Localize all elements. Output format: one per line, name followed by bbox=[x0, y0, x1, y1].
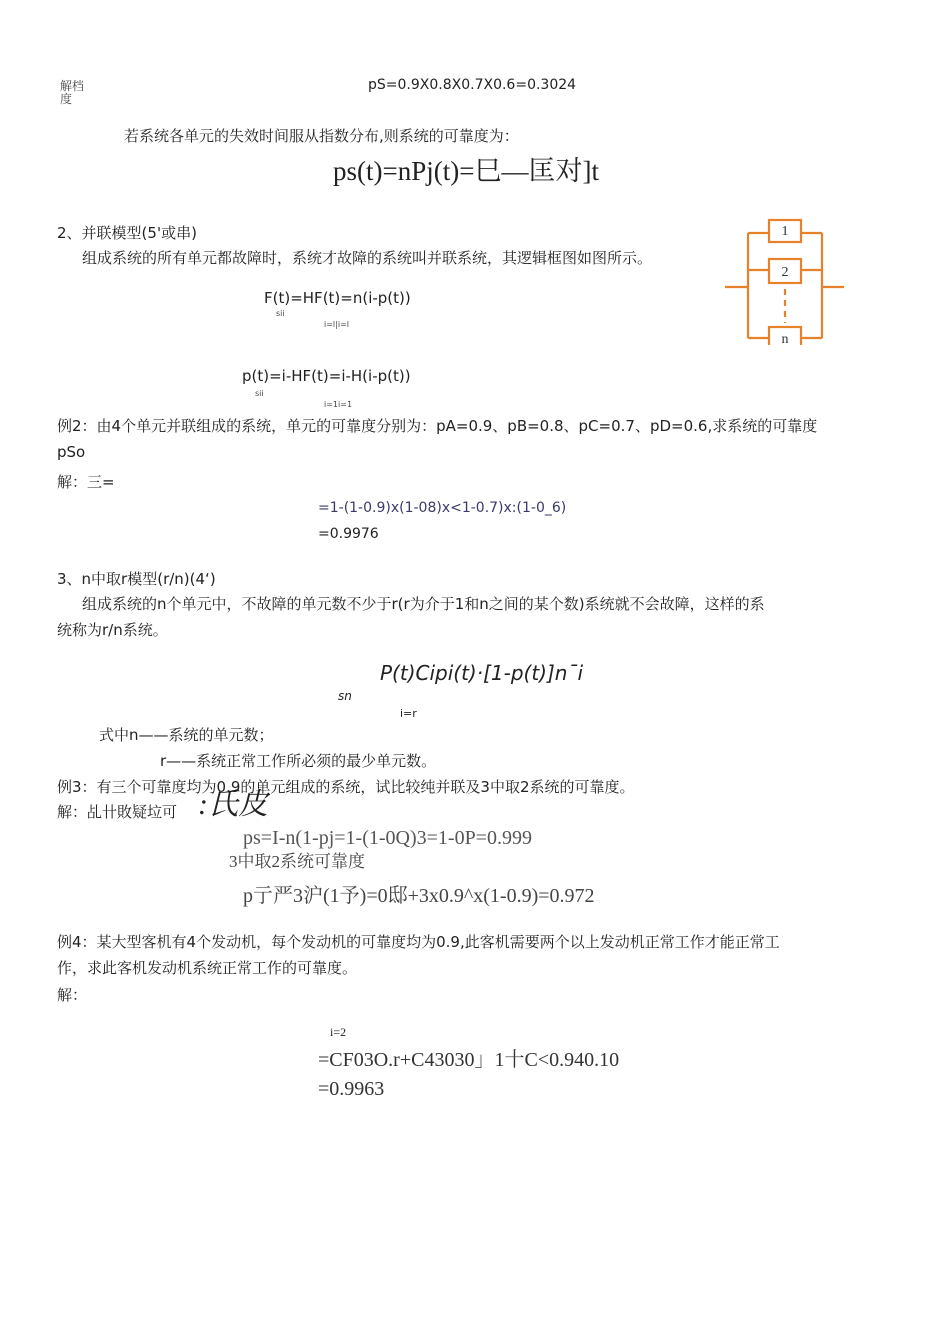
formula-F: F(t)=HF(t)=n(i-p(t)) bbox=[264, 289, 411, 307]
diagram-label-n: n bbox=[781, 332, 789, 345]
calc4-sub: i=2 bbox=[330, 1025, 347, 1039]
example2-line1: 例2：由4个单元并联组成的系统，单元的可靠度分别为：pA=0.9、pB=0.8、pC=0.7、pD=0.6,求系统的可靠度 bbox=[57, 417, 818, 435]
formula-p: p(t)=i-HF(t)=i-H(i-p(t)) bbox=[242, 367, 411, 385]
calc4-line2: =0.9963 bbox=[318, 1078, 385, 1100]
solution3-label: 解：乩卄敗疑垃可 bbox=[57, 803, 178, 821]
calc3-label: 3中取2系统可靠度 bbox=[229, 852, 365, 871]
rn-formula-sub2: i=r bbox=[400, 707, 417, 720]
calc3-line1: ps=I-n(1-pj=1-(1-0Q)3=1-0P=0.999 bbox=[243, 827, 532, 849]
calc4-line1: =CF03O.r+C43030」1十C<0.940.10 bbox=[318, 1049, 620, 1071]
solution2-label: 解：三= bbox=[57, 473, 115, 491]
diagram-label-1: 1 bbox=[781, 224, 789, 239]
solution4-label: 解： bbox=[57, 986, 88, 1004]
corner-line1: 解档 bbox=[60, 79, 85, 93]
section-heading-parallel: 2、并联模型(5'或串) bbox=[57, 224, 197, 242]
diagram-label-2: 2 bbox=[781, 265, 789, 280]
parallel-block-diagram bbox=[722, 215, 848, 345]
parallel-description: 组成系统的所有单元都故障时，系统才故障的系统叫并联系统，其逻辑框图如图所示。 bbox=[82, 249, 653, 267]
formula-p-sub2: i=1i=1 bbox=[324, 400, 353, 409]
rn-description2: 统称为r/n系统。 bbox=[57, 621, 168, 639]
example4-line1: 例4：某大型客机有4个发动机，每个发动机的可靠度均为0.9,此客机需要两个以上发动机正常工作才能正常工 bbox=[57, 933, 780, 951]
rn-formula-sub1: sn bbox=[338, 689, 352, 703]
section-heading-rn: 3、n中取r模型(r/n)(4‘) bbox=[57, 570, 216, 588]
formula-p-sub1: sii bbox=[255, 389, 264, 398]
solution3-handwriting: :氏皮 bbox=[198, 788, 268, 821]
where-n: 式中n——系统的单元数； bbox=[99, 726, 274, 744]
ps-series-line: pS=0.9X0.8X0.7X0.6=0.3024 bbox=[368, 77, 577, 93]
rn-formula: P(t)Cipi(t)·[1-p(t)]n¯i bbox=[380, 661, 584, 685]
calc2-line1: =1-(1-0.9)x(1-08)x<1-0.7)x:(1-0_6) bbox=[318, 500, 567, 516]
formula-F-sub1: sii bbox=[276, 309, 285, 318]
exp-formula: ps(t)=nPj(t)=巳—匡对]t bbox=[333, 156, 599, 186]
where-r: r——系统正常工作所必须的最少单元数。 bbox=[160, 752, 437, 770]
corner-label bbox=[60, 80, 84, 106]
exp-intro: 若系统各单元的失效时间服从指数分布,则系统的可靠度为： bbox=[124, 127, 519, 145]
calc2-line2: =0.9976 bbox=[318, 526, 379, 542]
example3: 例3：有三个可靠度均为0.9的单元组成的系统，试比较纯并联及3中取2系统的可靠度。 bbox=[57, 778, 635, 796]
formula-F-sub2: i=l|i=l bbox=[324, 320, 349, 329]
rn-description1: 组成系统的n个单元中，不故障的单元数不少于r(r为介于1和n之间的某个数)系统就不会故障，这样的系 bbox=[82, 595, 765, 613]
example2-line2: pSo bbox=[57, 443, 86, 461]
calc3-line2: p亍严3沪(1予)=0邸+3x0.9^x(1-0.9)=0.972 bbox=[243, 885, 595, 907]
corner-line2: 度 bbox=[60, 92, 73, 106]
example4-line2: 作，求此客机发动机系统正常工作的可靠度。 bbox=[57, 959, 358, 977]
